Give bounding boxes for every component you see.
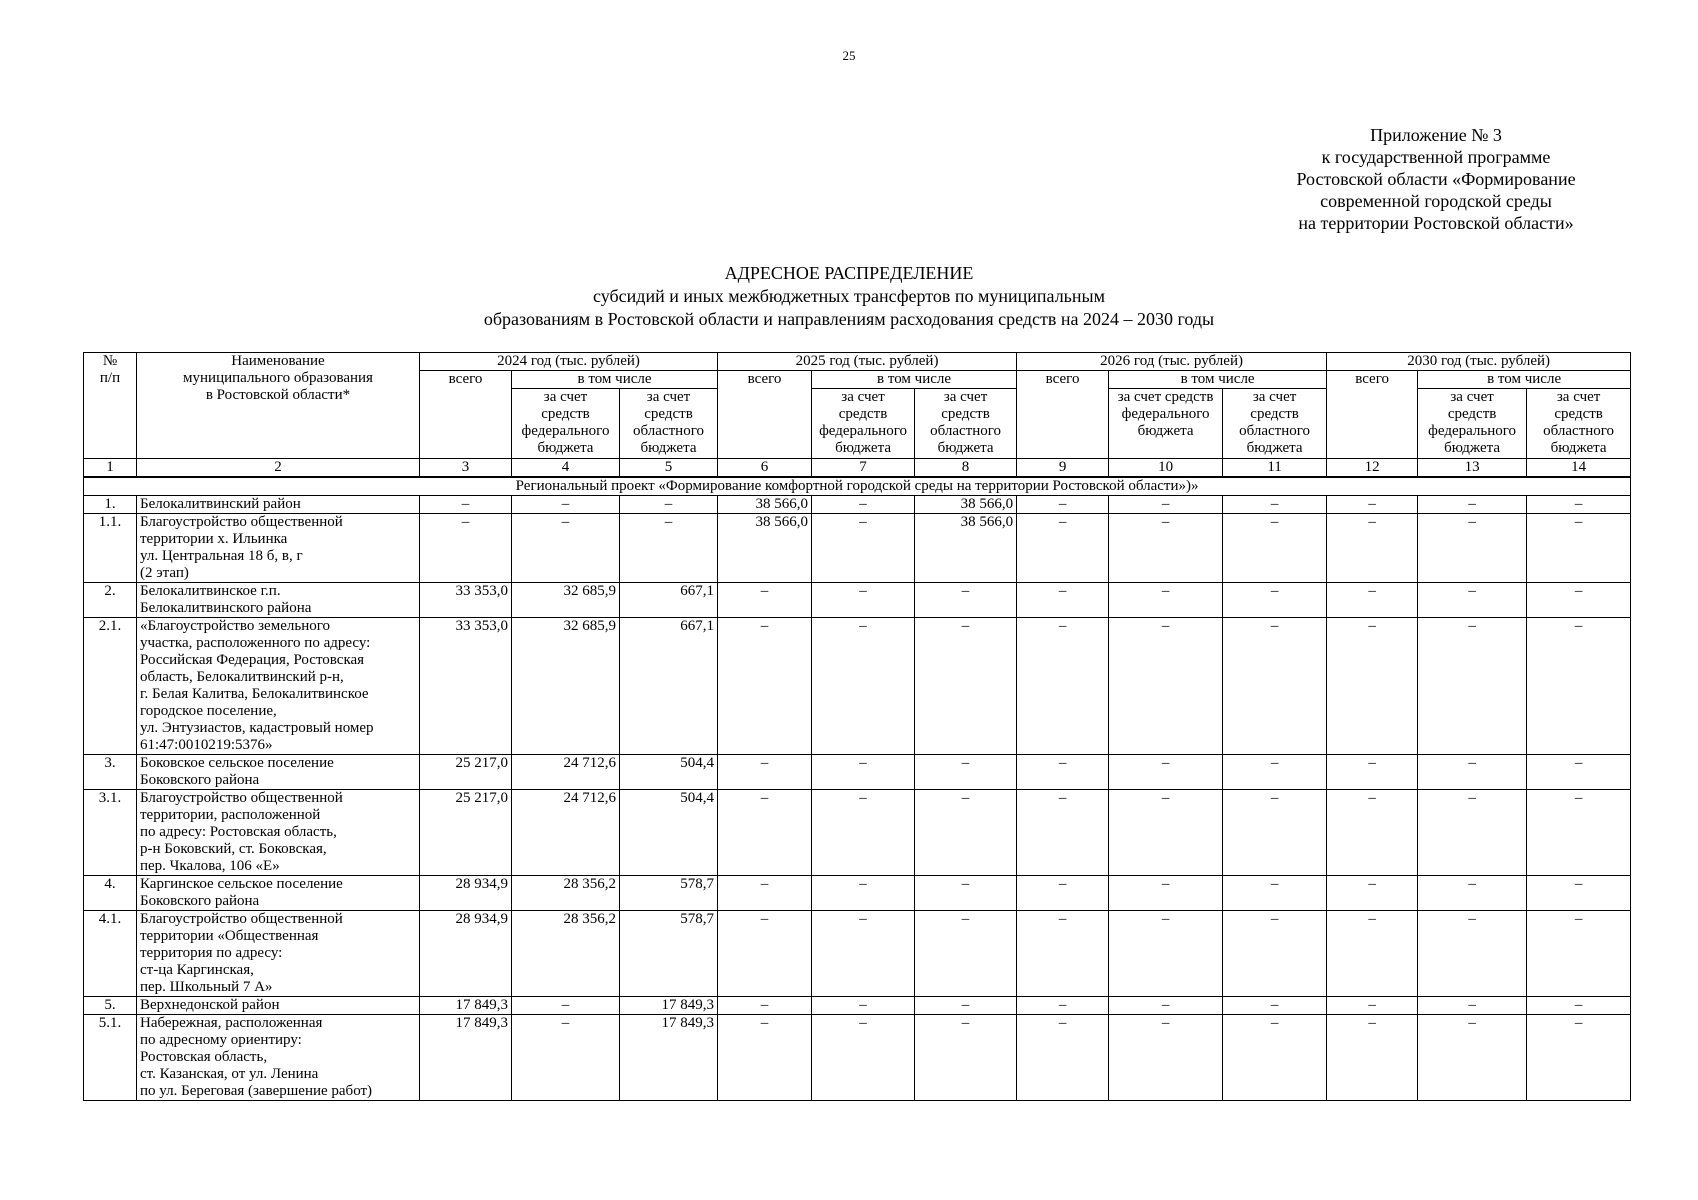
header-regional: за счет средств областного бюджета bbox=[620, 389, 718, 459]
row-number: 3. bbox=[84, 755, 137, 790]
municipality-name: Благоустройство общественной территории, расположенной по адресу: Ростовская область, р-н Боковский, ст. Боковская, пер. Чкалова, 106 «Е» bbox=[137, 790, 420, 876]
value-cell: – bbox=[1017, 790, 1109, 876]
value-cell: 578,7 bbox=[620, 876, 718, 911]
table-row bbox=[84, 1015, 1631, 1101]
header-federal: за счет средств федерального бюджета bbox=[1109, 389, 1223, 459]
value-cell: 33 353,0 bbox=[420, 583, 512, 618]
value-cell: – bbox=[812, 496, 915, 514]
header-num: № п/п bbox=[84, 353, 137, 459]
value-cell: 17 849,3 bbox=[420, 997, 512, 1015]
project-row bbox=[84, 477, 1631, 496]
value-cell: – bbox=[1109, 496, 1223, 514]
value-cell: – bbox=[1109, 876, 1223, 911]
value-cell: – bbox=[812, 876, 915, 911]
value-cell: 38 566,0 bbox=[718, 496, 812, 514]
value-cell: – bbox=[512, 514, 620, 583]
value-cell: – bbox=[915, 876, 1017, 911]
value-cell: – bbox=[1327, 514, 1418, 583]
value-cell: – bbox=[718, 790, 812, 876]
value-cell: – bbox=[1109, 514, 1223, 583]
column-number: 11 bbox=[1223, 459, 1327, 478]
value-cell: – bbox=[718, 755, 812, 790]
municipality-name: Набережная, расположенная по адресному ориентиру: Ростовская область, ст. Казанская, от ул. Ленина по ул. Береговая (завершение работ) bbox=[137, 1015, 420, 1101]
column-number: 13 bbox=[1418, 459, 1527, 478]
value-cell: – bbox=[1223, 790, 1327, 876]
value-cell: – bbox=[1017, 583, 1109, 618]
column-number: 9 bbox=[1017, 459, 1109, 478]
value-cell: – bbox=[1109, 790, 1223, 876]
value-cell: 32 685,9 bbox=[512, 618, 620, 755]
value-cell: – bbox=[915, 618, 1017, 755]
title-line: АДРЕСНОЕ РАСПРЕДЕЛЕНИЕ bbox=[724, 263, 974, 283]
value-cell: 24 712,6 bbox=[512, 790, 620, 876]
value-cell: – bbox=[1327, 496, 1418, 514]
value-cell: – bbox=[718, 583, 812, 618]
header-including: в том числе bbox=[1418, 371, 1631, 389]
value-cell: 38 566,0 bbox=[915, 496, 1017, 514]
row-number: 1. bbox=[84, 496, 137, 514]
table-row bbox=[84, 514, 1631, 583]
value-cell: 28 356,2 bbox=[512, 911, 620, 997]
value-cell: – bbox=[812, 997, 915, 1015]
column-number: 12 bbox=[1327, 459, 1418, 478]
document-title bbox=[0, 262, 1698, 331]
value-cell: – bbox=[512, 997, 620, 1015]
value-cell: – bbox=[1109, 583, 1223, 618]
value-cell: – bbox=[1527, 790, 1631, 876]
appendix-line: Ростовской области «Формирование bbox=[1296, 169, 1576, 189]
value-cell: 17 849,3 bbox=[420, 1015, 512, 1101]
value-cell: – bbox=[512, 496, 620, 514]
header-including: в том числе bbox=[812, 371, 1017, 389]
row-number: 4. bbox=[84, 876, 137, 911]
value-cell: – bbox=[1527, 583, 1631, 618]
value-cell: 38 566,0 bbox=[718, 514, 812, 583]
value-cell: – bbox=[1418, 618, 1527, 755]
header-year-2025: 2025 год (тыс. рублей) bbox=[718, 353, 1017, 371]
value-cell: – bbox=[620, 514, 718, 583]
value-cell: – bbox=[1327, 583, 1418, 618]
value-cell: 24 712,6 bbox=[512, 755, 620, 790]
value-cell: – bbox=[620, 496, 718, 514]
header-total: всего bbox=[420, 371, 512, 459]
value-cell: – bbox=[812, 583, 915, 618]
value-cell: – bbox=[1418, 911, 1527, 997]
value-cell: – bbox=[1418, 583, 1527, 618]
value-cell: – bbox=[420, 496, 512, 514]
column-number: 6 bbox=[718, 459, 812, 478]
table-row bbox=[84, 997, 1631, 1015]
value-cell: – bbox=[1017, 997, 1109, 1015]
value-cell: – bbox=[1223, 876, 1327, 911]
value-cell: – bbox=[1327, 911, 1418, 997]
value-cell: 667,1 bbox=[620, 583, 718, 618]
header-name: Наименование муниципального образования в Ростовской области* bbox=[137, 353, 420, 459]
value-cell: – bbox=[1109, 755, 1223, 790]
value-cell: 28 934,9 bbox=[420, 876, 512, 911]
value-cell: – bbox=[1327, 876, 1418, 911]
municipality-name: Белокалитвинский район bbox=[137, 496, 420, 514]
value-cell: – bbox=[1017, 876, 1109, 911]
appendix-line: к государственной программе bbox=[1321, 147, 1551, 167]
distribution-table bbox=[83, 352, 1631, 1101]
value-cell: – bbox=[1418, 514, 1527, 583]
header-including: в том числе bbox=[1109, 371, 1327, 389]
column-number-row bbox=[84, 459, 1631, 478]
value-cell: – bbox=[1527, 911, 1631, 997]
header-total: всего bbox=[1327, 371, 1418, 459]
header-federal: за счет средств федерального бюджета bbox=[512, 389, 620, 459]
header-total: всего bbox=[718, 371, 812, 459]
appendix-line: Приложение № 3 bbox=[1370, 125, 1502, 145]
table-body bbox=[84, 353, 1631, 1101]
value-cell: – bbox=[1223, 911, 1327, 997]
value-cell: – bbox=[1017, 1015, 1109, 1101]
header-total: всего bbox=[1017, 371, 1109, 459]
value-cell: – bbox=[1017, 755, 1109, 790]
value-cell: – bbox=[1223, 514, 1327, 583]
appendix-line: современной городской среды bbox=[1320, 191, 1552, 211]
value-cell: 28 356,2 bbox=[512, 876, 620, 911]
value-cell: – bbox=[1327, 997, 1418, 1015]
value-cell: – bbox=[915, 911, 1017, 997]
row-number: 1.1. bbox=[84, 514, 137, 583]
municipality-name: Боковское сельское поселение Боковского района bbox=[137, 755, 420, 790]
column-number: 2 bbox=[137, 459, 420, 478]
column-number: 10 bbox=[1109, 459, 1223, 478]
page-number: 25 bbox=[842, 48, 856, 63]
value-cell: – bbox=[812, 514, 915, 583]
municipality-name: Каргинское сельское поселение Боковского района bbox=[137, 876, 420, 911]
row-number: 5. bbox=[84, 997, 137, 1015]
value-cell: – bbox=[718, 618, 812, 755]
value-cell: 25 217,0 bbox=[420, 790, 512, 876]
value-cell: – bbox=[915, 1015, 1017, 1101]
value-cell: 504,4 bbox=[620, 755, 718, 790]
header-year-2024: 2024 год (тыс. рублей) bbox=[420, 353, 718, 371]
title-line: субсидий и иных межбюджетных трансфертов по муниципальным bbox=[592, 286, 1106, 306]
value-cell: 32 685,9 bbox=[512, 583, 620, 618]
header-federal: за счет средств федерального бюджета bbox=[1418, 389, 1527, 459]
header-regional: за счет средств областного бюджета bbox=[1527, 389, 1631, 459]
appendix-note bbox=[1256, 124, 1616, 234]
row-number: 4.1. bbox=[84, 911, 137, 997]
header-year-2030: 2030 год (тыс. рублей) bbox=[1327, 353, 1631, 371]
header-regional: за счет средств областного бюджета bbox=[915, 389, 1017, 459]
table-row bbox=[84, 790, 1631, 876]
value-cell: – bbox=[1418, 1015, 1527, 1101]
value-cell: 504,4 bbox=[620, 790, 718, 876]
distribution-table-wrapper bbox=[83, 352, 1630, 1101]
value-cell: – bbox=[718, 911, 812, 997]
row-number: 5.1. bbox=[84, 1015, 137, 1101]
column-number: 8 bbox=[915, 459, 1017, 478]
value-cell: – bbox=[1327, 618, 1418, 755]
value-cell: – bbox=[1223, 583, 1327, 618]
value-cell: 17 849,3 bbox=[620, 997, 718, 1015]
value-cell: – bbox=[1223, 1015, 1327, 1101]
column-number: 14 bbox=[1527, 459, 1631, 478]
value-cell: – bbox=[1109, 997, 1223, 1015]
table-row bbox=[84, 876, 1631, 911]
municipality-name: «Благоустройство земельного участка, расположенного по адресу: Российская Федерация, Ростовская область, Белокалитвинский р-н, г. Белая Калитва, Белокалитвинское городское поселение, ул. Энтузиастов, кадастровый номер 61:47:0010219:5376» bbox=[137, 618, 420, 755]
value-cell: – bbox=[1109, 911, 1223, 997]
value-cell: – bbox=[1223, 755, 1327, 790]
row-number: 3.1. bbox=[84, 790, 137, 876]
table-row bbox=[84, 755, 1631, 790]
value-cell: – bbox=[512, 1015, 620, 1101]
value-cell: – bbox=[1527, 755, 1631, 790]
header-including: в том числе bbox=[512, 371, 718, 389]
project-title: Региональный проект «Формирование комфортной городской среды на территории Ростовской области»)» bbox=[84, 477, 1631, 496]
value-cell: – bbox=[1418, 997, 1527, 1015]
value-cell: – bbox=[1418, 755, 1527, 790]
value-cell: – bbox=[915, 790, 1017, 876]
value-cell: – bbox=[1418, 496, 1527, 514]
column-number: 4 bbox=[512, 459, 620, 478]
column-number: 1 bbox=[84, 459, 137, 478]
value-cell: 578,7 bbox=[620, 911, 718, 997]
row-number: 2. bbox=[84, 583, 137, 618]
value-cell: – bbox=[1327, 1015, 1418, 1101]
value-cell: – bbox=[1223, 496, 1327, 514]
value-cell: – bbox=[1017, 618, 1109, 755]
table-row bbox=[84, 583, 1631, 618]
value-cell: – bbox=[1017, 911, 1109, 997]
value-cell: – bbox=[1109, 1015, 1223, 1101]
column-number: 7 bbox=[812, 459, 915, 478]
value-cell: – bbox=[718, 997, 812, 1015]
municipality-name: Благоустройство общественной территории х. Ильинка ул. Центральная 18 б, в, г (2 этап) bbox=[137, 514, 420, 583]
value-cell: – bbox=[1109, 618, 1223, 755]
header-regional: за счет средств областного бюджета bbox=[1223, 389, 1327, 459]
value-cell: 28 934,9 bbox=[420, 911, 512, 997]
value-cell: – bbox=[1418, 790, 1527, 876]
value-cell: – bbox=[812, 911, 915, 997]
row-number: 2.1. bbox=[84, 618, 137, 755]
value-cell: 25 217,0 bbox=[420, 755, 512, 790]
value-cell: – bbox=[1527, 514, 1631, 583]
value-cell: – bbox=[1527, 1015, 1631, 1101]
value-cell: – bbox=[812, 790, 915, 876]
value-cell: – bbox=[1527, 997, 1631, 1015]
value-cell: – bbox=[420, 514, 512, 583]
value-cell: – bbox=[915, 755, 1017, 790]
title-line: образованиям в Ростовской области и направлениям расходования средств на 2024 – 2030 годы bbox=[483, 309, 1215, 329]
column-number: 5 bbox=[620, 459, 718, 478]
value-cell: – bbox=[718, 876, 812, 911]
value-cell: – bbox=[1527, 496, 1631, 514]
value-cell: – bbox=[1017, 514, 1109, 583]
value-cell: – bbox=[1223, 997, 1327, 1015]
header-year-2026: 2026 год (тыс. рублей) bbox=[1017, 353, 1327, 371]
value-cell: 33 353,0 bbox=[420, 618, 512, 755]
value-cell: – bbox=[1327, 790, 1418, 876]
municipality-name: Верхнедонской район bbox=[137, 997, 420, 1015]
value-cell: – bbox=[1017, 496, 1109, 514]
column-number: 3 bbox=[420, 459, 512, 478]
value-cell: 667,1 bbox=[620, 618, 718, 755]
municipality-name: Благоустройство общественной территории «Общественная территория по адресу: ст-ца Каргинская, пер. Школьный 7 А» bbox=[137, 911, 420, 997]
value-cell: – bbox=[812, 618, 915, 755]
appendix-line: на территории Ростовской области» bbox=[1298, 213, 1574, 233]
value-cell: – bbox=[915, 997, 1017, 1015]
value-cell: – bbox=[812, 755, 915, 790]
value-cell: 38 566,0 bbox=[915, 514, 1017, 583]
value-cell: – bbox=[812, 1015, 915, 1101]
value-cell: – bbox=[1418, 876, 1527, 911]
table-row bbox=[84, 496, 1631, 514]
header-row bbox=[84, 353, 1631, 371]
municipality-name: Белокалитвинское г.п. Белокалитвинского района bbox=[137, 583, 420, 618]
header-federal: за счет средств федерального бюджета bbox=[812, 389, 915, 459]
value-cell: – bbox=[1527, 618, 1631, 755]
value-cell: – bbox=[718, 1015, 812, 1101]
value-cell: – bbox=[1527, 876, 1631, 911]
value-cell: – bbox=[1223, 618, 1327, 755]
table-row bbox=[84, 618, 1631, 755]
table-row bbox=[84, 911, 1631, 997]
value-cell: 17 849,3 bbox=[620, 1015, 718, 1101]
value-cell: – bbox=[915, 583, 1017, 618]
value-cell: – bbox=[1327, 755, 1418, 790]
